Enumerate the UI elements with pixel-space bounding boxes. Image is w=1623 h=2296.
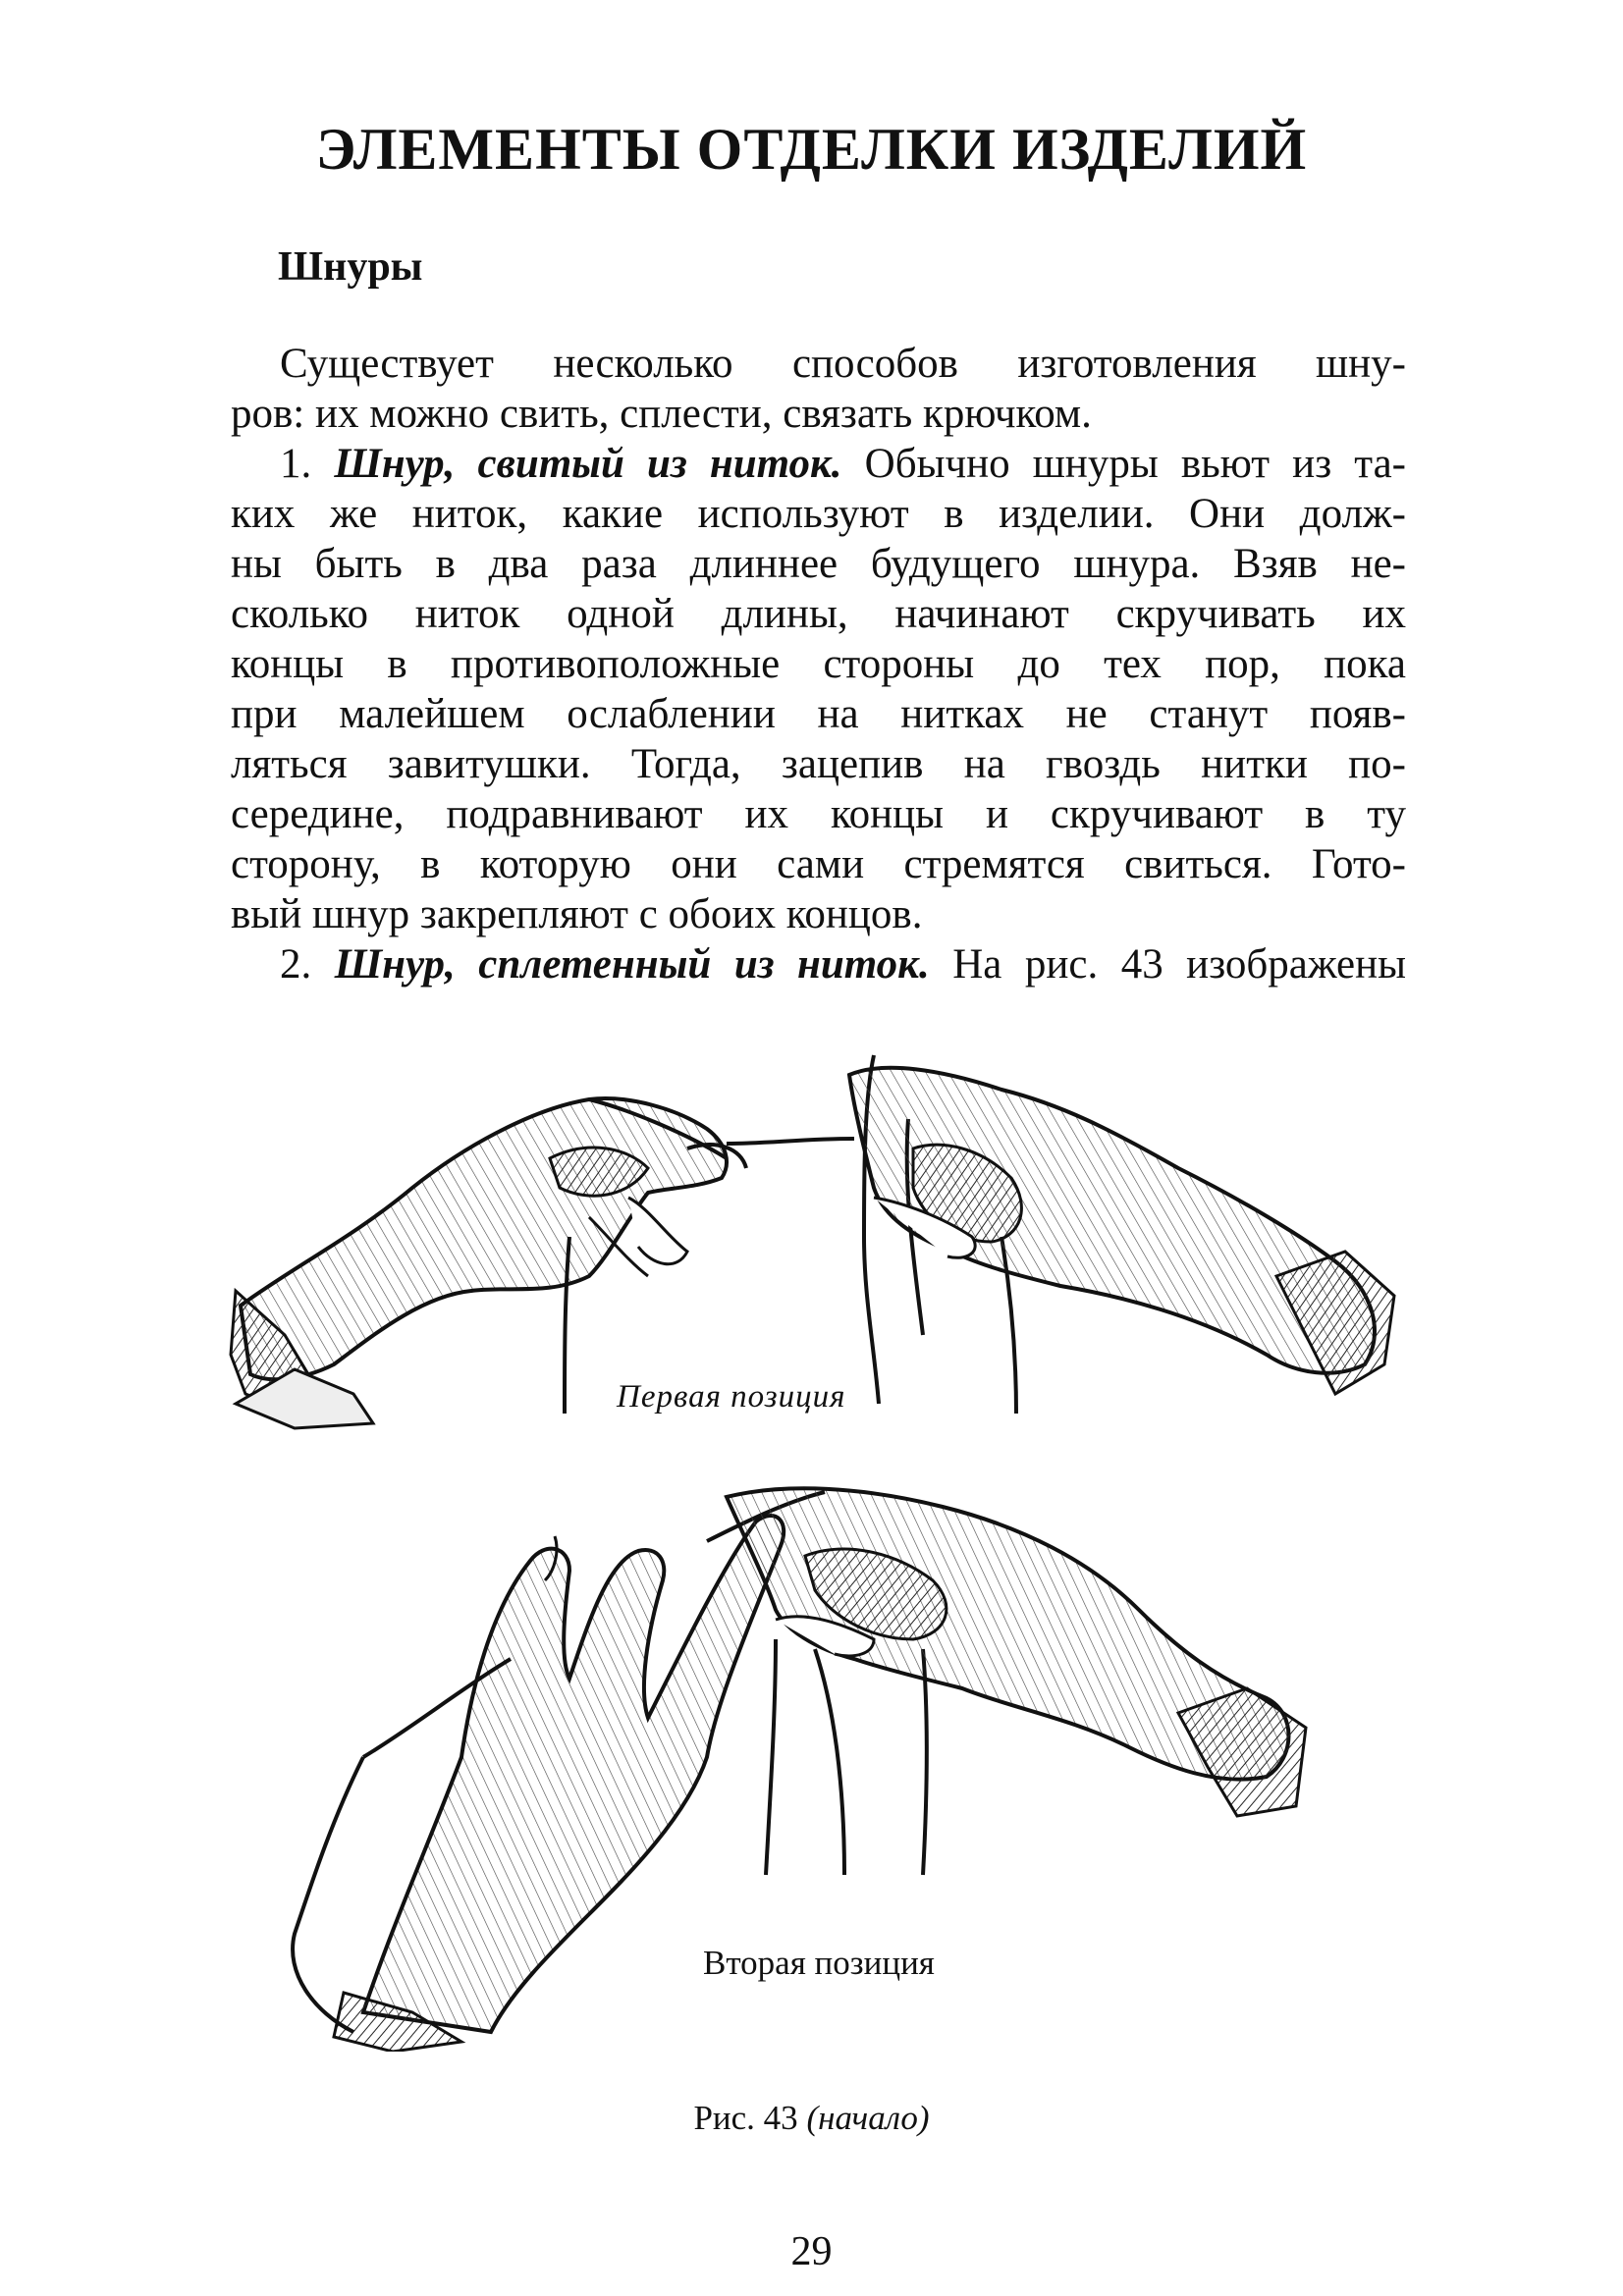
right-hand-drawing <box>727 1488 1306 1816</box>
item1-first-line <box>231 439 1406 489</box>
item1-line: середине, подравнивают их концы и скручивают в ту <box>231 791 1406 837</box>
item1-line: сторону, в которую они сами стремятся свиться. Гото- <box>231 841 1406 887</box>
item1-line: сколько ниток одной длины, начинают скручивать их <box>231 591 1406 637</box>
item1-term: Шнур, свитый из ниток. <box>334 441 842 487</box>
figure-label-suffix: (начало) <box>806 2099 930 2137</box>
item1-line: концы в противоположные стороны до тех пор, пока <box>231 641 1406 687</box>
item2-first-line-rest: На рис. 43 изображены <box>952 941 1407 988</box>
item1-line: вый шнур закрепляют с обоих концов. <box>231 891 923 937</box>
body-text <box>231 339 1406 989</box>
item1-line: ны быть в два раза длиннее будущего шнура. Взяв не- <box>231 541 1406 587</box>
section-heading: Шнуры <box>278 244 423 290</box>
hands-illustration-first <box>0 1041 1623 1433</box>
item1-line: ких же ниток, какие используют в изделии. Они долж- <box>231 491 1406 537</box>
intro-line-2: ров: их можно свить, сплести, связать крючком. <box>231 391 1092 437</box>
item2-term: Шнур, сплетенный из ниток. <box>334 941 930 988</box>
right-hand-drawing <box>849 1068 1394 1394</box>
item1-first-line-rest: Обычно шнуры вьют из та- <box>864 441 1406 487</box>
caption-first-position: Первая позиция <box>617 1379 846 1415</box>
item1-line: при малейшем ослаблении на нитках не станут появ- <box>231 691 1406 737</box>
figure-label-prefix: Рис. 43 <box>693 2099 798 2137</box>
thread-line <box>727 1139 854 1144</box>
page-number: 29 <box>790 2229 833 2274</box>
item1-line: ляться завитушки. Тогда, зацепив на гвоздь нитки по- <box>231 741 1406 787</box>
figure-label <box>0 2099 1623 2138</box>
intro-line-1: Существует несколько способов изготовления шну- <box>280 341 1406 387</box>
page-title: ЭЛЕМЕНТЫ ОТДЕЛКИ ИЗДЕЛИЙ <box>315 117 1308 182</box>
figure-first-position <box>0 1041 1623 1433</box>
item2-number: 2. <box>280 941 312 988</box>
figure-second-position <box>0 1463 1623 2052</box>
caption-second-position: Вторая позиция <box>703 1944 935 1982</box>
item1-number: 1. <box>280 441 312 487</box>
item2-first-line <box>231 939 1406 989</box>
